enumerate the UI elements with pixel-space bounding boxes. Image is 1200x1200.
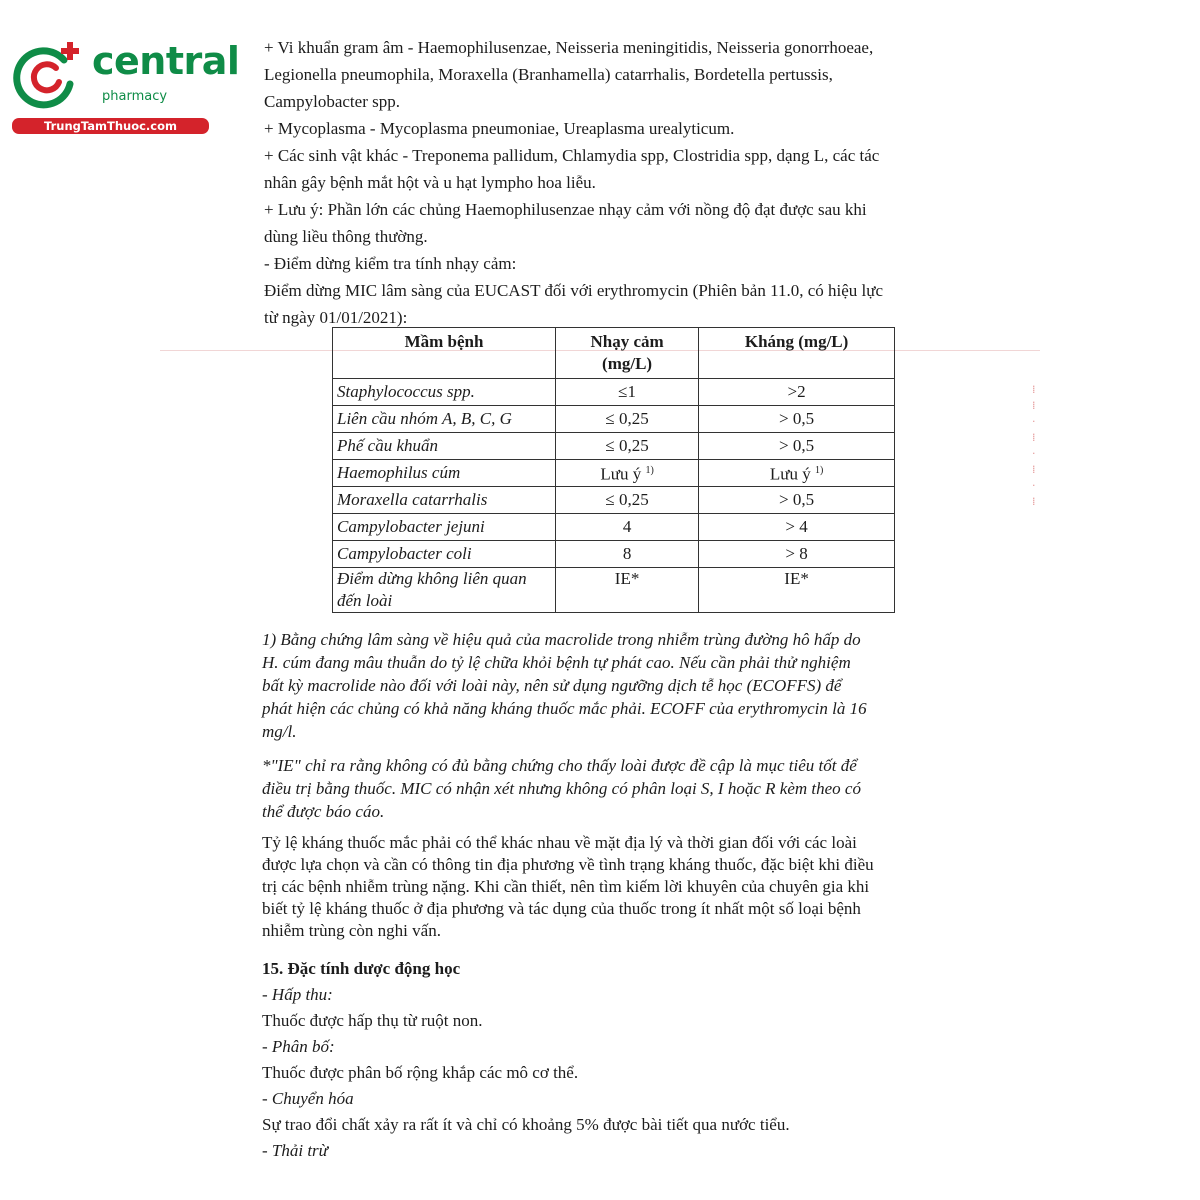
central-pharmacy-logo-icon [12,38,86,112]
gram-negative-line-2: Legionella pneumophila, Moraxella (Branhamella) catarrhalis, Bordetella pertussis, [264,65,833,84]
sensitive-cell: ≤1 [556,379,699,406]
table-row [333,433,895,460]
pathogen-cell: Campylobacter jejuni [333,514,556,541]
distribution-label: - Phân bố: [262,1037,335,1056]
sensitive-cell: ≤ 0,25 [556,433,699,460]
resistant-cell: > 0,5 [699,406,895,433]
note-line-2: dùng liều thông thường. [264,227,428,246]
sensitive-cell: ≤ 0,25 [556,406,699,433]
pathogen-cell: Phế cầu khuẩn [333,433,556,460]
resistant-cell: IE* [699,568,895,613]
resistance-line: biết tỷ lệ kháng thuốc ở địa phương và tác dụng của thuốc trong ít nhất một số loại bệnh [262,899,861,918]
metabolism-label: - Chuyển hóa [262,1089,354,1108]
pathogen-cell: Haemophilus cúm [333,460,556,487]
gram-negative-line-3: Campylobacter spp. [264,92,400,111]
resistant-cell: > 0,5 [699,433,895,460]
header-sensitive: Nhạy cảm (mg/L) [556,328,699,379]
pathogen-cell: Campylobacter coli [333,541,556,568]
footnote-mark: 1) [814,465,824,477]
footnote-line: H. cúm đang mâu thuẫn do tỷ lệ chữa khỏi bệnh tự phát cao. Nếu cần phải thử nghiệm [262,653,851,672]
table-row [333,487,895,514]
resistance-line: trị các bệnh nhiễm trùng nặng. Khi cần thiết, nên tìm kiếm lời khuyên của chuyên gia khi [262,877,870,896]
resistant-cell: Lưu ý $^{1)}$ [699,460,895,487]
brand-subtitle: pharmacy [102,89,168,104]
resistant-cell: > 0,5 [699,487,895,514]
footnote-line: điều trị bằng thuốc. MIC có nhận xét nhưng không có phân loại S, I hoặc R kèm theo có [262,779,861,798]
footnote-line: bất kỳ macrolide nào đối với loài này, nên sử dụng ngưỡng dịch tễ học (ECOFFS) để [262,676,842,695]
table-row [333,568,895,613]
other-organisms-line-1: + Các sinh vật khác - Treponema pallidum, Chlamydia spp, Clostridia spp, dạng L, các tác [264,146,880,165]
resistant-cell: > 4 [699,514,895,541]
table-row [333,379,895,406]
table-row [333,541,895,568]
table-row [333,460,895,487]
footnote-line: mg/l. [262,722,297,741]
sensitive-cell: Lưu ý $^{1)}$ [556,460,699,487]
brand-logo [12,36,240,136]
mycoplasma-line: + Mycoplasma - Mycoplasma pneumoniae, Ureaplasma urealyticum. [264,119,735,138]
distribution-text: Thuốc được phân bố rộng khắp các mô cơ thể. [262,1063,579,1082]
header-resistant: Kháng (mg/L) [699,328,895,379]
header-pathogen: Mầm bệnh [333,328,556,379]
eucast-line-1: Điểm dừng MIC lâm sàng của EUCAST đối với erythromycin (Phiên bản 11.0, có hiệu lực [264,281,884,300]
mic-breakpoint-table [332,327,895,613]
margin-stamp-mark: ⁞ ⁞ · ⁞ · ⁞ · ⁞ [1032,383,1036,508]
brand-name: central [92,39,240,83]
resistance-line: Tỷ lệ kháng thuốc mắc phải có thể khác nhau về mặt địa lý và thời gian đối với các loài [262,833,857,852]
elimination-label: - Thải trừ [262,1141,328,1160]
table-row [333,514,895,541]
absorption-text: Thuốc được hấp thụ từ ruột non. [262,1011,483,1030]
footnote-line: 1) Bằng chứng lâm sàng về hiệu quả của macrolide trong nhiễm trùng đường hô hấp do [262,630,861,649]
resistant-cell: >2 [699,379,895,406]
metabolism-text: Sự trao đổi chất xảy ra rất ít và chỉ có khoảng 5% được bài tiết qua nước tiểu. [262,1115,790,1134]
footnote-line: thể được báo cáo. [262,802,385,821]
table-row [333,406,895,433]
section-15-title: 15. Đặc tính dược động học [262,959,461,978]
eucast-line-2: từ ngày 01/01/2021): [264,308,408,327]
resistance-line: nhiễm trùng còn nghi vấn. [262,921,441,940]
gram-negative-line-1: + Vi khuẩn gram âm - Haemophilusenzae, Neisseria meningitidis, Neisseria gonorrhoeae, [264,38,874,57]
pathogen-cell: Moraxella catarrhalis [333,487,556,514]
sensitive-cell: 8 [556,541,699,568]
breakpoint-heading: - Điểm dừng kiểm tra tính nhạy cảm: [264,254,517,273]
footnote-line: *"IE" chỉ ra rằng không có đủ bằng chứng cho thấy loài được đề cập là mục tiêu tốt để [262,756,857,775]
resistance-line: được lựa chọn và cần có thông tin địa phương về tình trạng kháng thuốc, đặc biệt khi điều [262,855,874,874]
footnote-mark: 1) [645,465,654,477]
sensitive-cell: ≤ 0,25 [556,487,699,514]
pathogen-cell: Điểm dừng không liên quan đến loài [333,568,556,613]
pathogen-cell: Staphylococcus spp. [333,379,556,406]
brand-url[interactable]: TrungTamThuoc.com [12,118,209,134]
sensitive-cell: 4 [556,514,699,541]
pathogen-cell: Liên cầu nhóm A, B, C, G [333,406,556,433]
note-line-1: + Lưu ý: Phần lớn các chủng Haemophilusenzae nhạy cảm với nồng độ đạt được sau khi [264,200,867,219]
other-organisms-line-2: nhân gây bệnh mắt hột và u hạt lympho hoa liễu. [264,173,596,192]
table-header-row [333,328,895,379]
absorption-label: - Hấp thu: [262,985,333,1004]
sensitive-cell: IE* [556,568,699,613]
resistant-cell: > 8 [699,541,895,568]
footnote-line: phát hiện các chủng có khả năng kháng thuốc mắc phải. ECOFF của erythromycin là 16 [262,699,867,718]
